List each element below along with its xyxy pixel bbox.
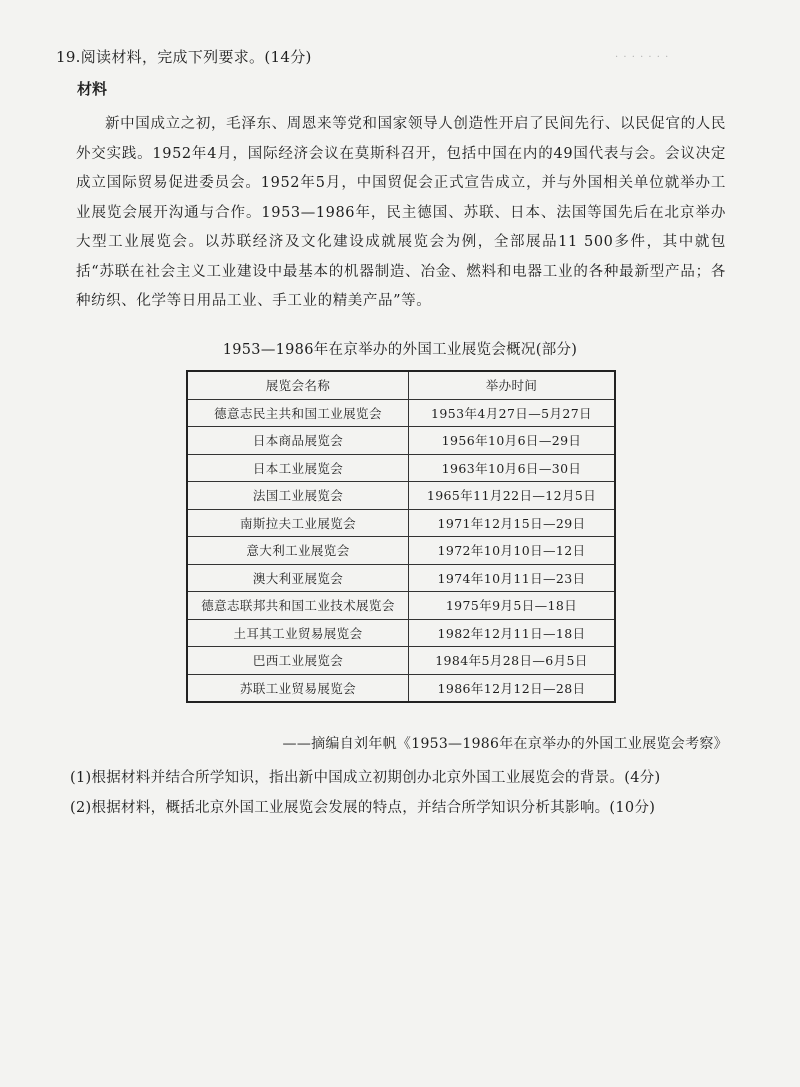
exhibition-time: 1974年10月11日—23日 (409, 564, 616, 592)
header-exhibition-name: 展览会名称 (187, 371, 409, 399)
exhibition-time: 1971年12月15日—29日 (409, 509, 616, 537)
table-row (187, 454, 615, 482)
table-row (187, 537, 615, 565)
table-row (187, 647, 615, 675)
exhibition-time: 1975年9月5日—18日 (409, 592, 616, 620)
exhibition-name: 南斯拉夫工业展览会 (187, 509, 409, 537)
exhibition-name: 德意志民主共和国工业展览会 (187, 399, 409, 427)
table-row (187, 482, 615, 510)
material-label: 材料 (77, 80, 108, 98)
header-exhibition-time: 举办时间 (409, 371, 616, 399)
exhibition-time: 1953年4月27日—5月27日 (409, 399, 616, 427)
exhibition-name: 法国工业展览会 (187, 482, 409, 510)
exhibition-name: 苏联工业贸易展览会 (187, 674, 409, 702)
exhibition-time: 1972年10月10日—12日 (409, 537, 616, 565)
exhibition-name: 日本商品展览会 (187, 427, 409, 455)
table-row (187, 592, 615, 620)
question-header: 19.阅读材料，完成下列要求。(14分) (56, 48, 312, 66)
exhibition-time: 1986年12月12日—28日 (409, 674, 616, 702)
exhibition-table (186, 370, 616, 703)
subquestion-2: (2)根据材料，概括北京外国工业展览会发展的特点，并结合所学知识分析其影响。(10分) (70, 800, 656, 816)
exhibition-name: 土耳其工业贸易展览会 (187, 619, 409, 647)
table-row (187, 399, 615, 427)
exhibition-name: 日本工业展览会 (187, 454, 409, 482)
exhibition-name: 德意志联邦共和国工业技术展览会 (187, 592, 409, 620)
table-row (187, 509, 615, 537)
table-row (187, 619, 615, 647)
subquestion-1: (1)根据材料并结合所学知识，指出新中国成立初期创办北京外国工业展览会的背景。(4分) (70, 770, 661, 786)
exhibition-time: 1956年10月6日—29日 (409, 427, 616, 455)
exhibition-time: 1963年10月6日—30日 (409, 454, 616, 482)
margin-mark: · · · · · · · (615, 52, 670, 63)
table-title: 1953—1986年在京举办的外国工业展览会概况(部分) (222, 342, 578, 358)
table-header-row (187, 371, 615, 399)
exhibition-name: 澳大利亚展览会 (187, 564, 409, 592)
exhibition-time: 1965年11月22日—12月5日 (409, 482, 616, 510)
table-row (187, 564, 615, 592)
exhibition-name: 巴西工业展览会 (187, 647, 409, 675)
table-row (187, 427, 615, 455)
table-source: ——摘编自刘年帆《1953—1986年在京举办的外国工业展览会考察》 (282, 736, 728, 752)
material-paragraph: 新中国成立之初，毛泽东、周恩来等党和国家领导人创造性开启了民间先行、以民促官的人民外交实践。1952年4月，国际经济会议在莫斯科召开，包括中国在内的49国代表与会。会议决定成立国际贸易促进委员会。1952年5月，中国贸促会正式宣告成立，并与外国相关单位就举办工业展览会展开沟通与合作。1953—1986年，民主德国、苏联、日本、法国等国先后在北京举办大型工业展览会。以苏联经济及文化建设成就展览会为例，全部展品11 500多件，其中就包括“苏联在社会主义工业建设中最基本的机器制造、冶金、燃料和电器工业的各种最新型产品；各种纺织、化学等日用品工业、手工业的精美产品”等。 (76, 116, 726, 309)
exhibition-time: 1982年12月11日—18日 (409, 619, 616, 647)
exhibition-time: 1984年5月28日—6月5日 (409, 647, 616, 675)
exhibition-name: 意大利工业展览会 (187, 537, 409, 565)
table-row (187, 674, 615, 702)
